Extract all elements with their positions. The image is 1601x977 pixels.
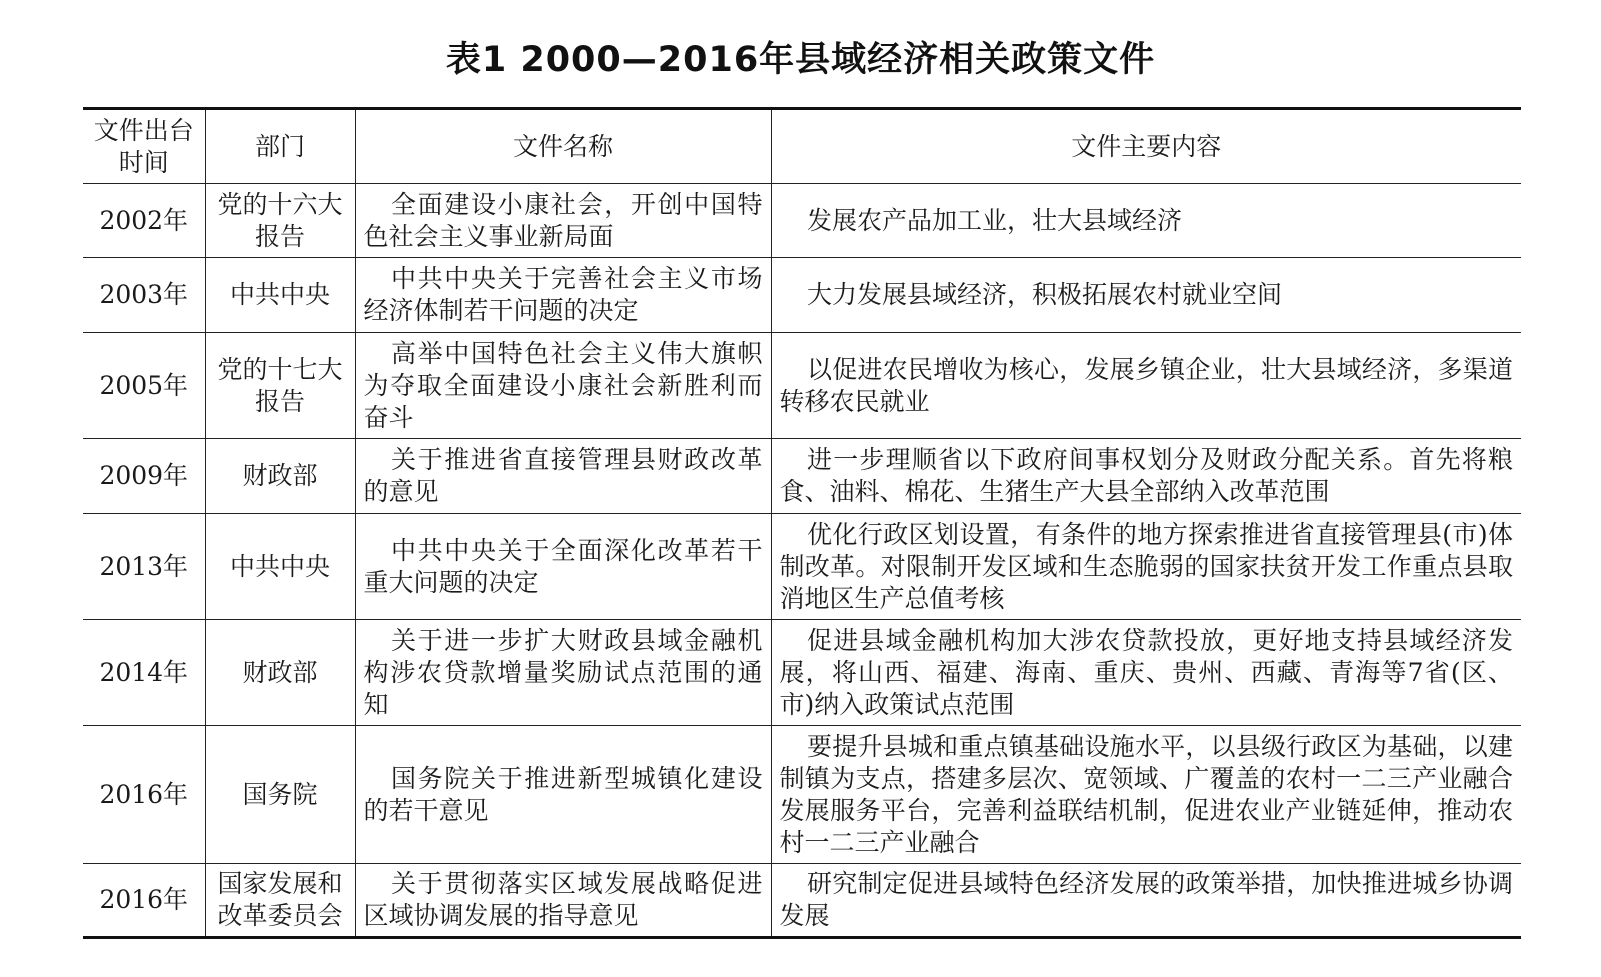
table-row xyxy=(83,439,1521,514)
cell-doc-name: 国务院关于推进新型城镇化建设的若干意见 xyxy=(355,726,771,864)
cell-doc-name: 关于进一步扩大财政县域金融机构涉农贷款增量奖励试点范围的通知 xyxy=(355,620,771,726)
table-title: 表1 2000—2016年县域经济相关政策文件 xyxy=(445,40,1156,80)
table-row xyxy=(83,514,1521,620)
cell-year: 2009年 xyxy=(83,439,205,514)
policy-table xyxy=(83,107,1521,939)
cell-doc-name: 全面建设小康社会，开创中国特色社会主义事业新局面 xyxy=(355,184,771,258)
cell-year: 2016年 xyxy=(83,864,205,938)
cell-dept: 国务院 xyxy=(205,726,355,864)
table-row xyxy=(83,258,1521,333)
cell-content: 以促进农民增收为核心，发展乡镇企业，壮大县域经济，多渠道转移农民就业 xyxy=(771,333,1521,439)
header-dept: 部门 xyxy=(205,109,355,184)
cell-dept: 中共中央 xyxy=(205,514,355,620)
cell-dept: 中共中央 xyxy=(205,258,355,333)
table-row xyxy=(83,620,1521,726)
cell-year: 2013年 xyxy=(83,514,205,620)
cell-content: 大力发展县域经济，积极拓展农村就业空间 xyxy=(771,258,1521,333)
table-row xyxy=(83,726,1521,864)
cell-doc-name: 高举中国特色社会主义伟大旗帜为夺取全面建设小康社会新胜利而奋斗 xyxy=(355,333,771,439)
cell-year: 2003年 xyxy=(83,258,205,333)
cell-doc-name: 关于贯彻落实区域发展战略促进区域协调发展的指导意见 xyxy=(355,864,771,938)
cell-year: 2005年 xyxy=(83,333,205,439)
cell-year: 2014年 xyxy=(83,620,205,726)
header-time: 文件出台时间 xyxy=(83,109,205,184)
cell-doc-name: 关于推进省直接管理县财政改革的意见 xyxy=(355,439,771,514)
cell-dept: 党的十六大报告 xyxy=(205,184,355,258)
cell-content: 发展农产品加工业，壮大县域经济 xyxy=(771,184,1521,258)
table-row xyxy=(83,184,1521,258)
cell-content: 研究制定促进县域特色经济发展的政策举措，加快推进城乡协调发展 xyxy=(771,864,1521,938)
table-row xyxy=(83,864,1521,938)
cell-dept: 财政部 xyxy=(205,620,355,726)
header-content: 文件主要内容 xyxy=(771,109,1521,184)
cell-content: 进一步理顺省以下政府间事权划分及财政分配关系。首先将粮食、油料、棉花、生猪生产大县全部纳入改革范围 xyxy=(771,439,1521,514)
cell-year: 2016年 xyxy=(83,726,205,864)
cell-content: 要提升县城和重点镇基础设施水平，以县级行政区为基础，以建制镇为支点，搭建多层次、宽领域、广覆盖的农村一二三产业融合发展服务平台，完善利益联结机制，促进农业产业链延伸，推动农村一二三产业融合 xyxy=(771,726,1521,864)
cell-doc-name: 中共中央关于全面深化改革若干重大问题的决定 xyxy=(355,514,771,620)
cell-doc-name: 中共中央关于完善社会主义市场经济体制若干问题的决定 xyxy=(355,258,771,333)
table-header-row xyxy=(83,109,1521,184)
cell-dept: 党的十七大报告 xyxy=(205,333,355,439)
cell-content: 促进县域金融机构加大涉农贷款投放，更好地支持县域经济发展，将山西、福建、海南、重庆、贵州、西藏、青海等7省(区、市)纳入政策试点范围 xyxy=(771,620,1521,726)
table-row xyxy=(83,333,1521,439)
cell-dept: 国家发展和改革委员会 xyxy=(205,864,355,938)
cell-content: 优化行政区划设置，有条件的地方探索推进省直接管理县(市)体制改革。对限制开发区域和生态脆弱的国家扶贫开发工作重点县取消地区生产总值考核 xyxy=(771,514,1521,620)
cell-dept: 财政部 xyxy=(205,439,355,514)
header-name: 文件名称 xyxy=(355,109,771,184)
cell-year: 2002年 xyxy=(83,184,205,258)
